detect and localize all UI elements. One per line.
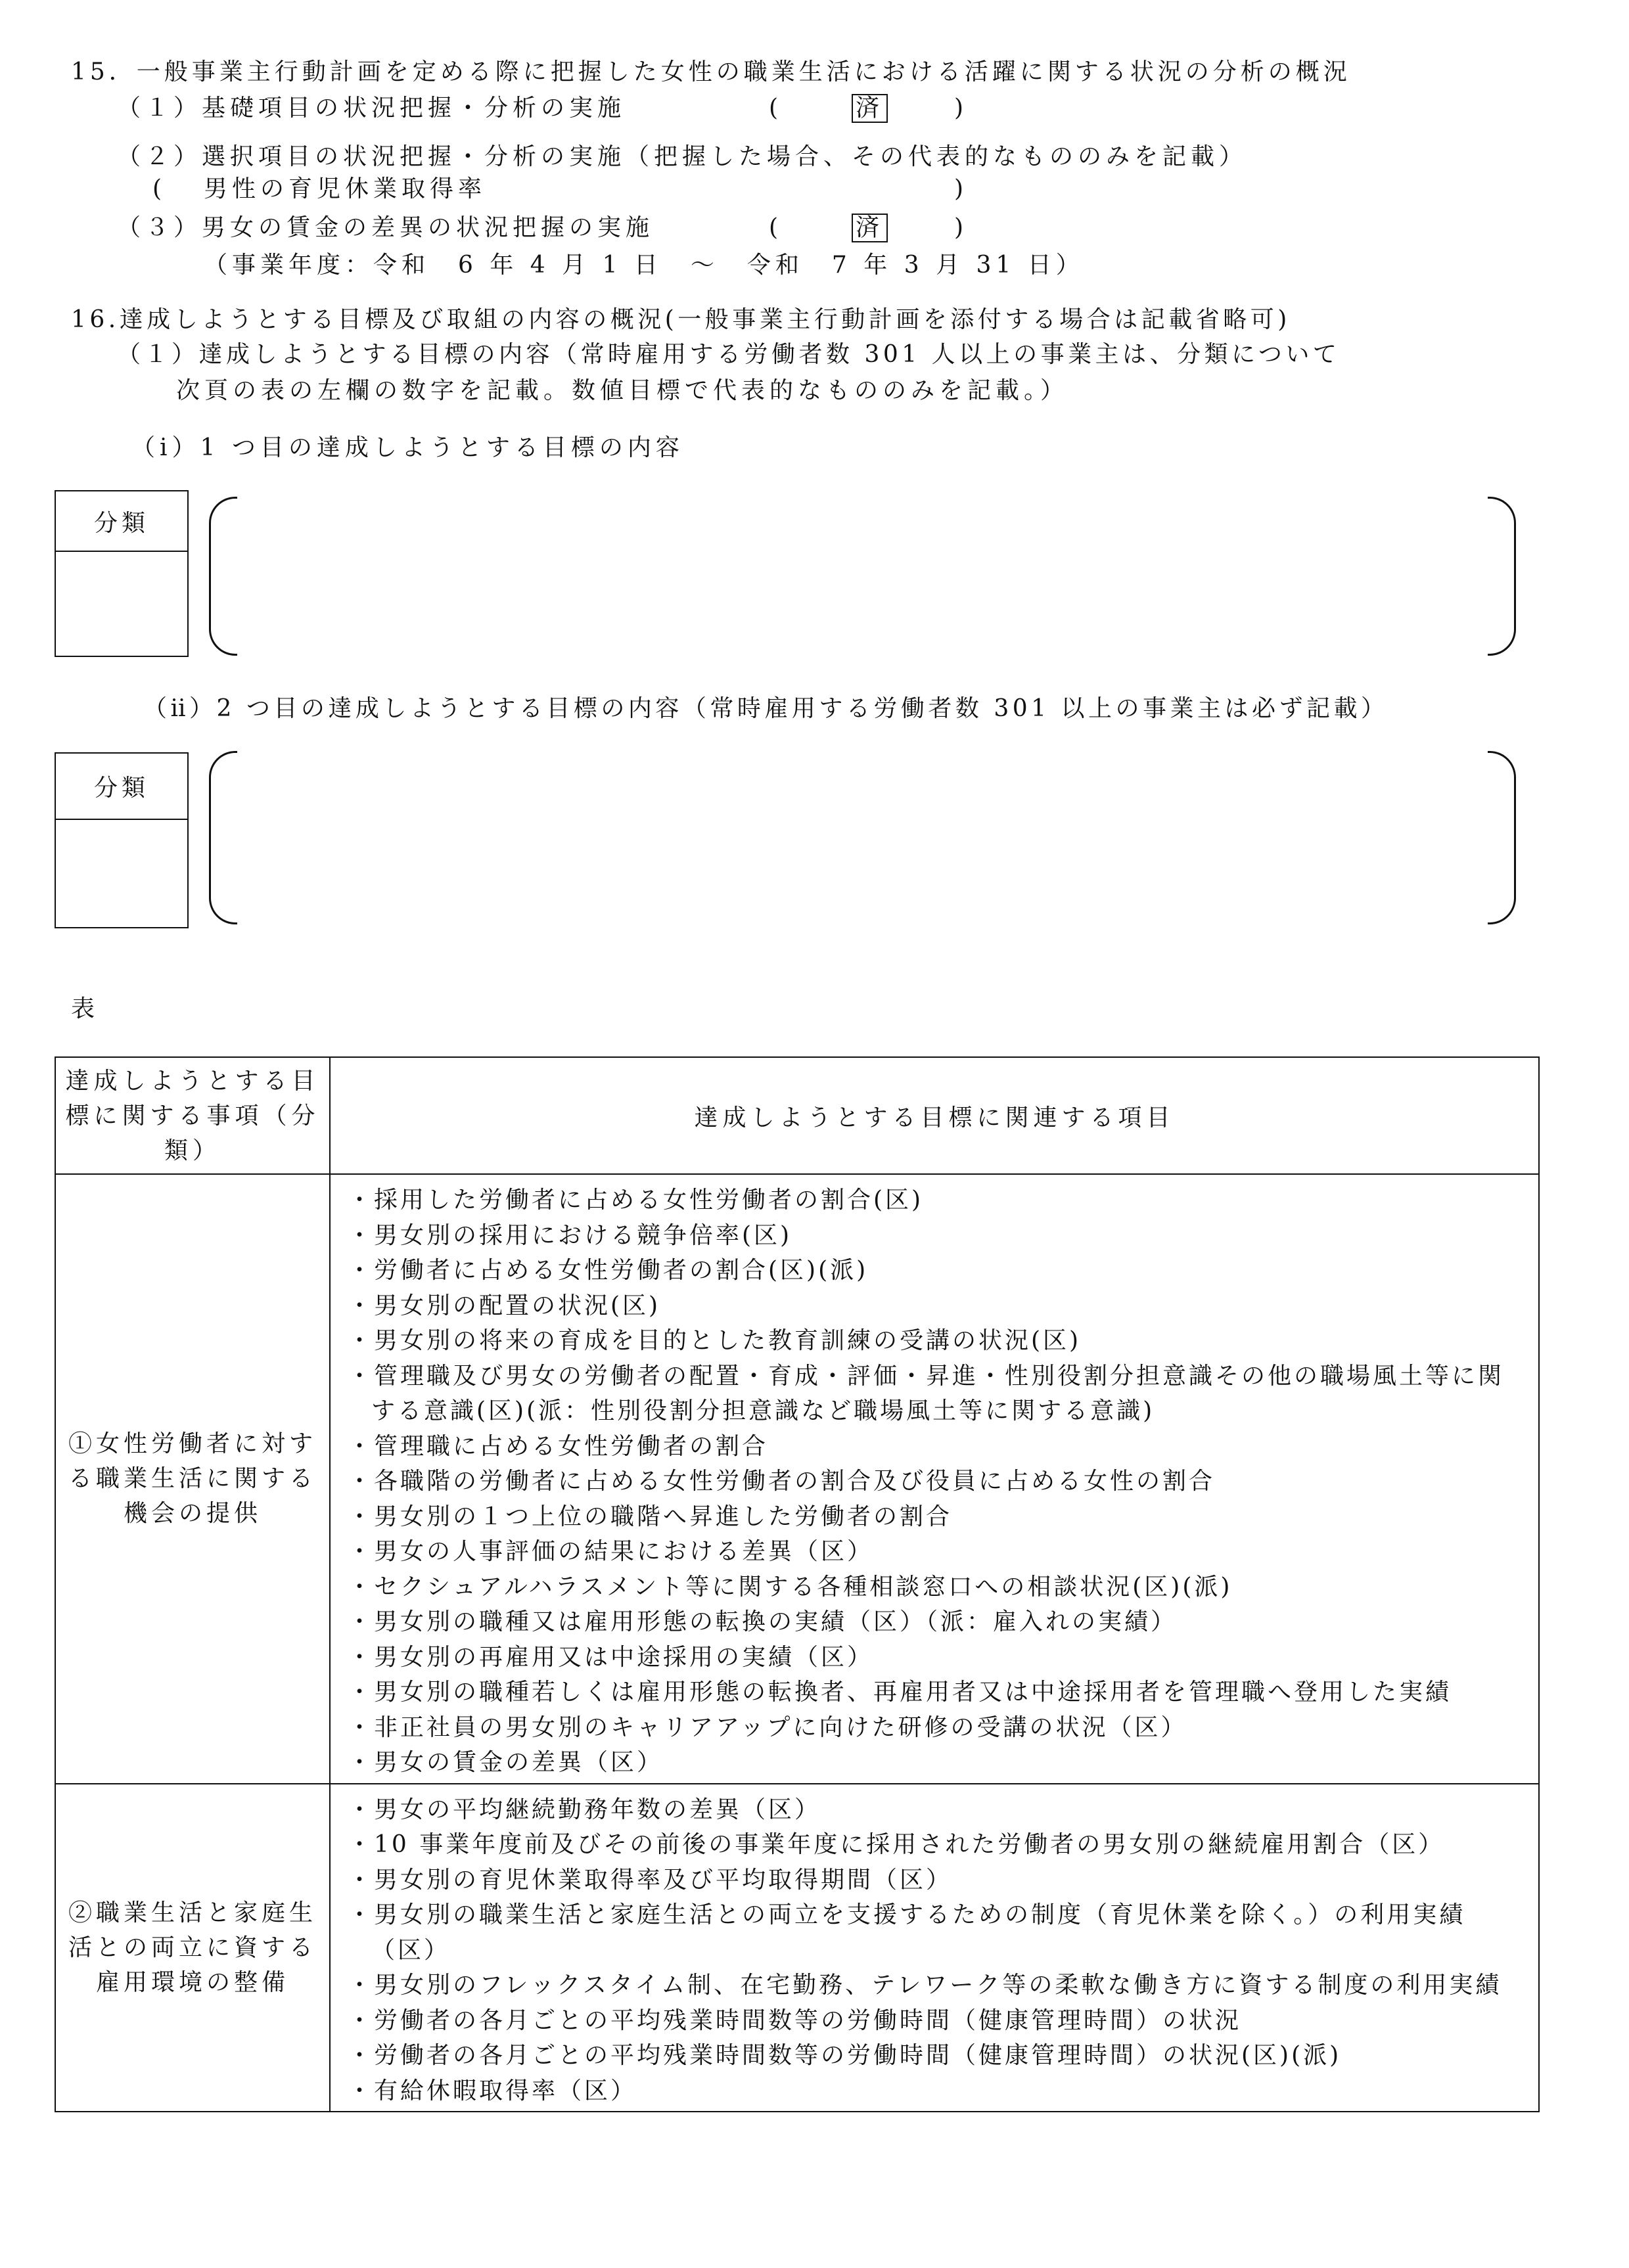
header-items: 達成しようとする目標に関連する項目	[330, 1057, 1539, 1174]
list-item: ・男女別の１つ上位の職階へ昇進した労働者の割合	[348, 1503, 953, 1530]
goal1-category-input[interactable]	[56, 552, 187, 656]
row-items	[330, 1174, 1539, 1784]
table-row	[55, 1784, 1539, 2112]
goal1-label: （ⅰ）1 つ目の達成しようとする目標の内容	[131, 434, 684, 461]
goal2-label: （ⅱ）2 つ目の達成しようとする目標の内容（常時雇用する労働者数 301 以上の事業主は必ず記載）	[143, 695, 1388, 722]
s16-sub1-line2: 次頁の表の左欄の数字を記載。数値目標で代表的なもののみを記載。）	[176, 377, 1069, 404]
list-item: ・男女の平均継続勤務年数の差異（区）	[348, 1796, 821, 1823]
list-item: ・男女別の職種若しくは雇用形態の転換者、再雇用者又は中途採用者を管理職へ登用した実績	[348, 1679, 1452, 1706]
section-16-title: 16.達成しようとする目標及び取組の内容の概況(一般事業主行動計画を添付する場合は記載省略可)	[71, 306, 1291, 333]
table-row	[55, 1174, 1539, 1784]
row-category: ②職業生活と家庭生活との両立に資する雇用環境の整備	[55, 1784, 330, 2112]
list-item: ・男女の人事評価の結果における差異（区）	[348, 1538, 874, 1565]
s15-item1-label: （１）基礎項目の状況把握・分析の実施	[117, 95, 626, 122]
s15-item2-paren-close: )	[954, 175, 969, 202]
goal1-bracket-left	[209, 497, 237, 656]
goal2-category-box	[55, 752, 189, 928]
list-item: ・非正社員の男女別のキャリアアップに向けた研修の受講の状況（区）	[348, 1713, 1187, 1741]
goal-items-table	[55, 1056, 1540, 2112]
list-item: ・男女別の育児休業取得率及び平均取得期間（区）	[348, 1866, 953, 1894]
s15-item1-paren-open: (	[769, 95, 783, 122]
list-item: ・セクシュアルハラスメント等に関する各種相談窓口への相談状況(区)(派)	[348, 1573, 1233, 1600]
list-item: ・男女別のフレックスタイム制、在宅勤務、テレワーク等の柔軟な働き方に資する制度の利用実績	[348, 1972, 1502, 1999]
s15-item2-label: （２）選択項目の状況把握・分析の実施（把握した場合、その代表的なもののみを記載）	[117, 143, 1248, 170]
list-item: ・男女別の職業生活と家庭生活との両立を支援するための制度（育児休業を除く。）の利用実績（区）	[348, 1901, 1466, 1964]
list-item: ・男女の賃金の差異（区）	[348, 1749, 664, 1776]
row-category: ①女性労働者に対する職業生活に関する機会の提供	[55, 1174, 330, 1784]
table-caption: 表	[71, 995, 100, 1022]
goal2-bracket-left	[209, 751, 237, 924]
list-item: ・男女別の職種又は雇用形態の転換の実績（区）（派：雇入れの実績）	[348, 1608, 1178, 1635]
s15-item2-value[interactable]: 男性の育児休業取得率	[204, 175, 487, 202]
list-item: ・男女別の採用における競争倍率(区)	[348, 1221, 792, 1249]
list-item: ・各職階の労働者に占める女性労働者の割合及び役員に占める女性の割合	[348, 1468, 1216, 1495]
list-item: ・男女別の配置の状況(区)	[348, 1292, 661, 1319]
goal1-category-label: 分類	[56, 491, 187, 552]
list-item: ・有給休暇取得率（区）	[348, 2077, 637, 2104]
goal2-category-input[interactable]	[56, 820, 187, 927]
list-item: ・管理職及び男女の労働者の配置・育成・評価・昇進・性別役割分担意識その他の職場風土等に関する意識(区)(派：性別役割分担意識など職場風土等に関する意識)	[348, 1362, 1505, 1424]
table-header-row	[55, 1057, 1539, 1174]
s15-item1-status	[852, 94, 888, 123]
list-item: ・10 事業年度前及びその前後の事業年度に採用された労働者の男女別の継続雇用割合（区）	[348, 1831, 1445, 1858]
goal1-category-box	[55, 490, 189, 657]
list-item: ・男女別の将来の育成を目的とした教育訓練の受講の状況(区)	[348, 1327, 1082, 1354]
goal1-content-input[interactable]	[238, 497, 1486, 652]
goal2-content-input[interactable]	[238, 751, 1486, 920]
list-item: ・男女別の再雇用又は中途採用の実績（区）	[348, 1643, 874, 1671]
list-item: ・労働者に占める女性労働者の割合(区)(派)	[348, 1257, 869, 1284]
list-item: ・採用した労働者に占める女性労働者の割合(区)	[348, 1187, 924, 1213]
s15-item3-label: （３）男女の賃金の差異の状況把握の実施	[117, 214, 654, 241]
s15-item1-paren-close: )	[954, 95, 969, 122]
done-checkbox[interactable]: 済	[852, 214, 888, 242]
list-item: ・労働者の各月ごとの平均残業時間数等の労働時間（健康管理時間）の状況	[348, 2007, 1242, 2034]
s15-item2-paren-open: (	[152, 175, 167, 202]
header-category: 達成しようとする目標に関する事項（分類）	[55, 1057, 330, 1174]
list-item: ・労働者の各月ごとの平均残業時間数等の労働時間（健康管理時間）の状況(区)(派)	[348, 2042, 1342, 2069]
fiscal-year: （事業年度：令和 6 年 4 月 1 日 ～ 令和 7 年 3 月 31 日）	[204, 252, 1084, 279]
goal2-category-label: 分類	[56, 754, 187, 820]
row-items	[330, 1784, 1539, 2112]
done-checkbox[interactable]: 済	[852, 94, 888, 123]
section-15-title: 15．一般事業主行動計画を定める際に把握した女性の職業生活における活躍に関する状況の分析の概況	[71, 58, 1351, 85]
s15-item3-paren-open: (	[769, 214, 783, 241]
s16-sub1-line1: （１）達成しようとする目標の内容（常時雇用する労働者数 301 人以上の事業主は、分類について	[117, 341, 1341, 368]
list-item: ・管理職に占める女性労働者の割合	[348, 1432, 769, 1460]
goal2-bracket-right	[1488, 751, 1516, 924]
goal1-bracket-right	[1488, 497, 1516, 656]
s15-item3-status	[852, 214, 888, 242]
s15-item3-paren-close: )	[954, 214, 969, 241]
